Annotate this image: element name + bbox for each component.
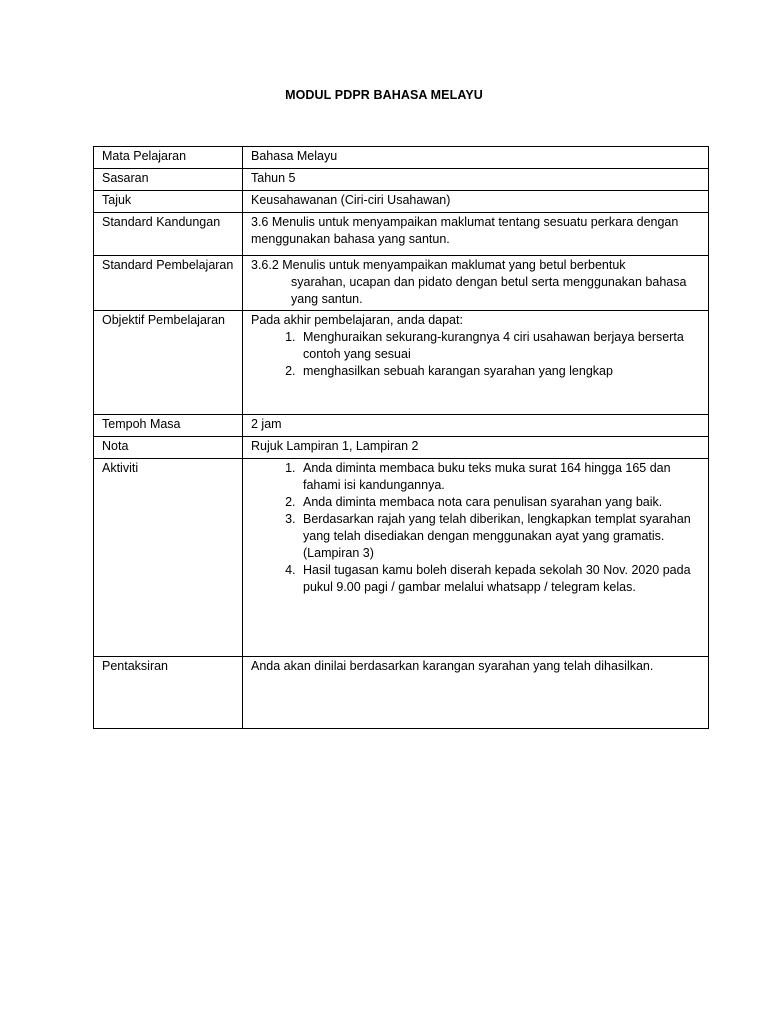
list-item: 3. Berdasarkan rajah yang telah diberikan, lengkapkan templat syarahan yang telah disediakan dengan menggunakan ayat yang gramatis. (Lampiran 3) [299,511,702,562]
row-label: Pentaksiran [94,657,243,729]
standard-code-line: 3.6.2 Menulis untuk menyampaikan maklumat yang betul berbentuk [251,258,626,272]
row-value [243,311,709,415]
table-row [94,169,709,191]
row-label: Sasaran [94,169,243,191]
row-label: Standard Pembelajaran [94,256,243,311]
row-value: Bahasa Melayu [243,147,709,169]
row-value: 3.6 Menulis untuk menyampaikan maklumat tentang sesuatu perkara dengan menggunakan bahasa yang santun. [243,213,709,256]
list-item: 2. Anda diminta membaca nota cara penulisan syarahan yang baik. [299,494,702,511]
row-label: Standard Kandungan [94,213,243,256]
list-item: 4. Hasil tugasan kamu boleh diserah kepada sekolah 30 Nov. 2020 pada pukul 9.00 pagi / gambar melalui whatsapp / telegram kelas. [299,562,702,596]
list-item: 1. Menghuraikan sekurang-kurangnya 4 ciri usahawan berjaya berserta contoh yang sesuai [299,329,702,363]
table-row [94,437,709,459]
row-label: Mata Pelajaran [94,147,243,169]
row-value: 2 jam [243,415,709,437]
row-value [243,459,709,657]
standard-rest-text: syarahan, ucapan dan pidato dengan betul serta menggunakan bahasa yang santun. [291,275,687,306]
row-value [243,256,709,311]
row-label: Nota [94,437,243,459]
row-value: Tahun 5 [243,169,709,191]
row-value: Anda akan dinilai berdasarkan karangan syarahan yang telah dihasilkan. [243,657,709,729]
objektif-intro: Pada akhir pembelajaran, anda dapat: [251,313,463,327]
table-row [94,147,709,169]
table-row [94,657,709,729]
modul-table [93,146,709,729]
row-label: Tajuk [94,191,243,213]
table-row [94,256,709,311]
table-row [94,415,709,437]
list-item: 2. menghasilkan sebuah karangan syarahan yang lengkap [299,363,702,380]
table-row [94,213,709,256]
row-label: Tempoh Masa [94,415,243,437]
row-label: Objektif Pembelajaran [94,311,243,415]
document-title: MODUL PDPR BAHASA MELAYU [285,88,483,102]
objektif-list [251,329,702,380]
row-value: Rujuk Lampiran 1, Lampiran 2 [243,437,709,459]
aktiviti-list [251,460,702,596]
table-row [94,459,709,657]
table-row [94,311,709,415]
list-item: 1. Anda diminta membaca buku teks muka surat 164 hingga 165 dan fahami isi kandungannya. [299,460,702,494]
row-value: Keusahawanan (Ciri-ciri Usahawan) [243,191,709,213]
row-label: Aktiviti [94,459,243,657]
table-row [94,191,709,213]
